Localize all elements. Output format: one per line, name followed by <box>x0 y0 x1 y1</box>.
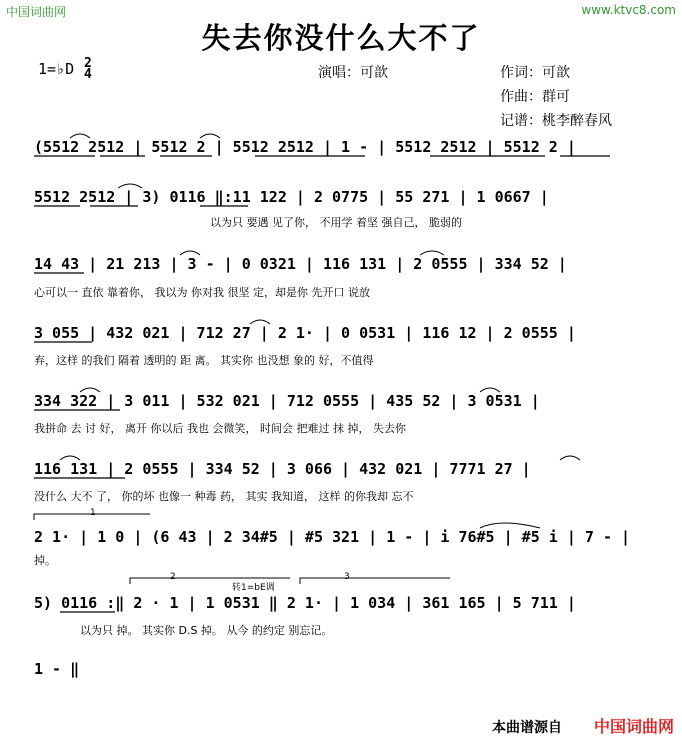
lyric-line-7: 以为只 掉。 其实你 D.S 掉。 从今 的约定 别忘记。 <box>80 624 333 637</box>
lyricist-credit: 作词：可歆 <box>500 65 570 81</box>
singer-credit: 演唱：可歆 <box>318 65 388 81</box>
slur <box>60 456 80 460</box>
time-sig-bottom: 4 <box>84 67 92 82</box>
volta-3-label: 3 <box>344 572 350 582</box>
slur <box>420 251 444 255</box>
notation-line-9: 1 - ‖ <box>34 660 80 678</box>
key-signature: 1=♭D <box>38 60 75 78</box>
lyric-line-2: 心可以一 直依 靠着你， 我以为 你对我 很坚 定，却是你 先开口 说放 <box>34 286 370 299</box>
volta-3-bracket <box>300 578 450 584</box>
watermark-right: www.ktvc8.com <box>581 3 676 17</box>
lyric-line-3: 弃，这样 的我们 隔着 透明的 距 离。 其实你 也没想 象的 好，不值得 <box>34 354 374 367</box>
lyric-line-6: 掉。 <box>34 554 56 567</box>
slur <box>250 320 270 324</box>
modulation-label: 转1=bE调 <box>232 583 275 593</box>
transcriber-credit: 记谱：桃李醉春风 <box>500 113 612 129</box>
volta-brackets <box>34 514 450 584</box>
volta-2-bracket <box>130 578 290 584</box>
slur-marks <box>60 134 580 528</box>
notation-line-7: 2 1· | 1 0 | (6 43 | 2 34#5 | #5 321 | 1 - | i 76#5 | #5 i | 7 - | <box>34 528 631 546</box>
notation-line-5: 334 322 | 3 011 | 532 021 | 712 0555 | 435 52 | 3 0531 | <box>34 392 540 410</box>
footer-site-link[interactable]: 中国词曲网 <box>593 717 674 736</box>
notation-line-2: 5512 2512 | 3) 0116 ‖:11 122 | 2 0775 | 55 271 | 1 0667 | <box>34 188 549 206</box>
volta-1-bracket <box>34 514 150 520</box>
slur <box>480 523 540 528</box>
composer-credit: 作曲：群可 <box>500 89 570 105</box>
volta-1-label: 1 <box>90 508 96 518</box>
notation-line-4: 3 055 | 432 021 | 712 27 | 2 1· | 0 0531 | 116 12 | 2 0555 | <box>34 324 576 342</box>
notation-line-8: 5) 0116 :‖ 2 · 1 | 1 0531 ‖ 2 1· | 1 034 | 361 165 | 5 711 | <box>34 594 576 612</box>
notation-line-3: 14 43 | 21 213 | 3 - | 0 0321 | 116 131 | 2 0555 | 334 52 | <box>34 255 567 273</box>
slur <box>480 388 500 392</box>
footer-source-label: 本曲谱源自 <box>492 720 562 736</box>
time-sig-top: 2 <box>84 56 92 71</box>
lyric-line-1: 以为只 要遇 见了你， 不用学 着坚 强自己， 脆弱的 <box>210 216 462 229</box>
slur <box>560 456 580 460</box>
lyric-line-4: 我拼命 去 讨 好， 离开 你以后 我也 会微笑， 时间会 把难过 抹 掉， 失去你 <box>34 422 406 435</box>
notation-line-1: (5512 2512 | 5512 2 | 5512 2512 | 1 - | 5512 2512 | 5512 2 | <box>34 138 576 156</box>
slur <box>118 184 142 188</box>
lyric-line-5: 没什么 大不 了， 你的坏 也像一 种毒 药， 其实 我知道， 这样 的你我却 忘不 <box>34 490 414 503</box>
slur <box>180 251 200 255</box>
slur <box>80 388 100 392</box>
song-title: 失去你没什么大不了 <box>201 21 481 55</box>
volta-2-label: 2 <box>170 572 176 582</box>
underline-beams <box>34 156 610 612</box>
slur <box>70 134 90 138</box>
notation-line-6: 116 131 | 2 0555 | 334 52 | 3 066 | 432 021 | 7771 27 | <box>34 460 531 478</box>
slur <box>200 134 220 138</box>
watermark-left: 中国词曲网 <box>6 5 67 19</box>
